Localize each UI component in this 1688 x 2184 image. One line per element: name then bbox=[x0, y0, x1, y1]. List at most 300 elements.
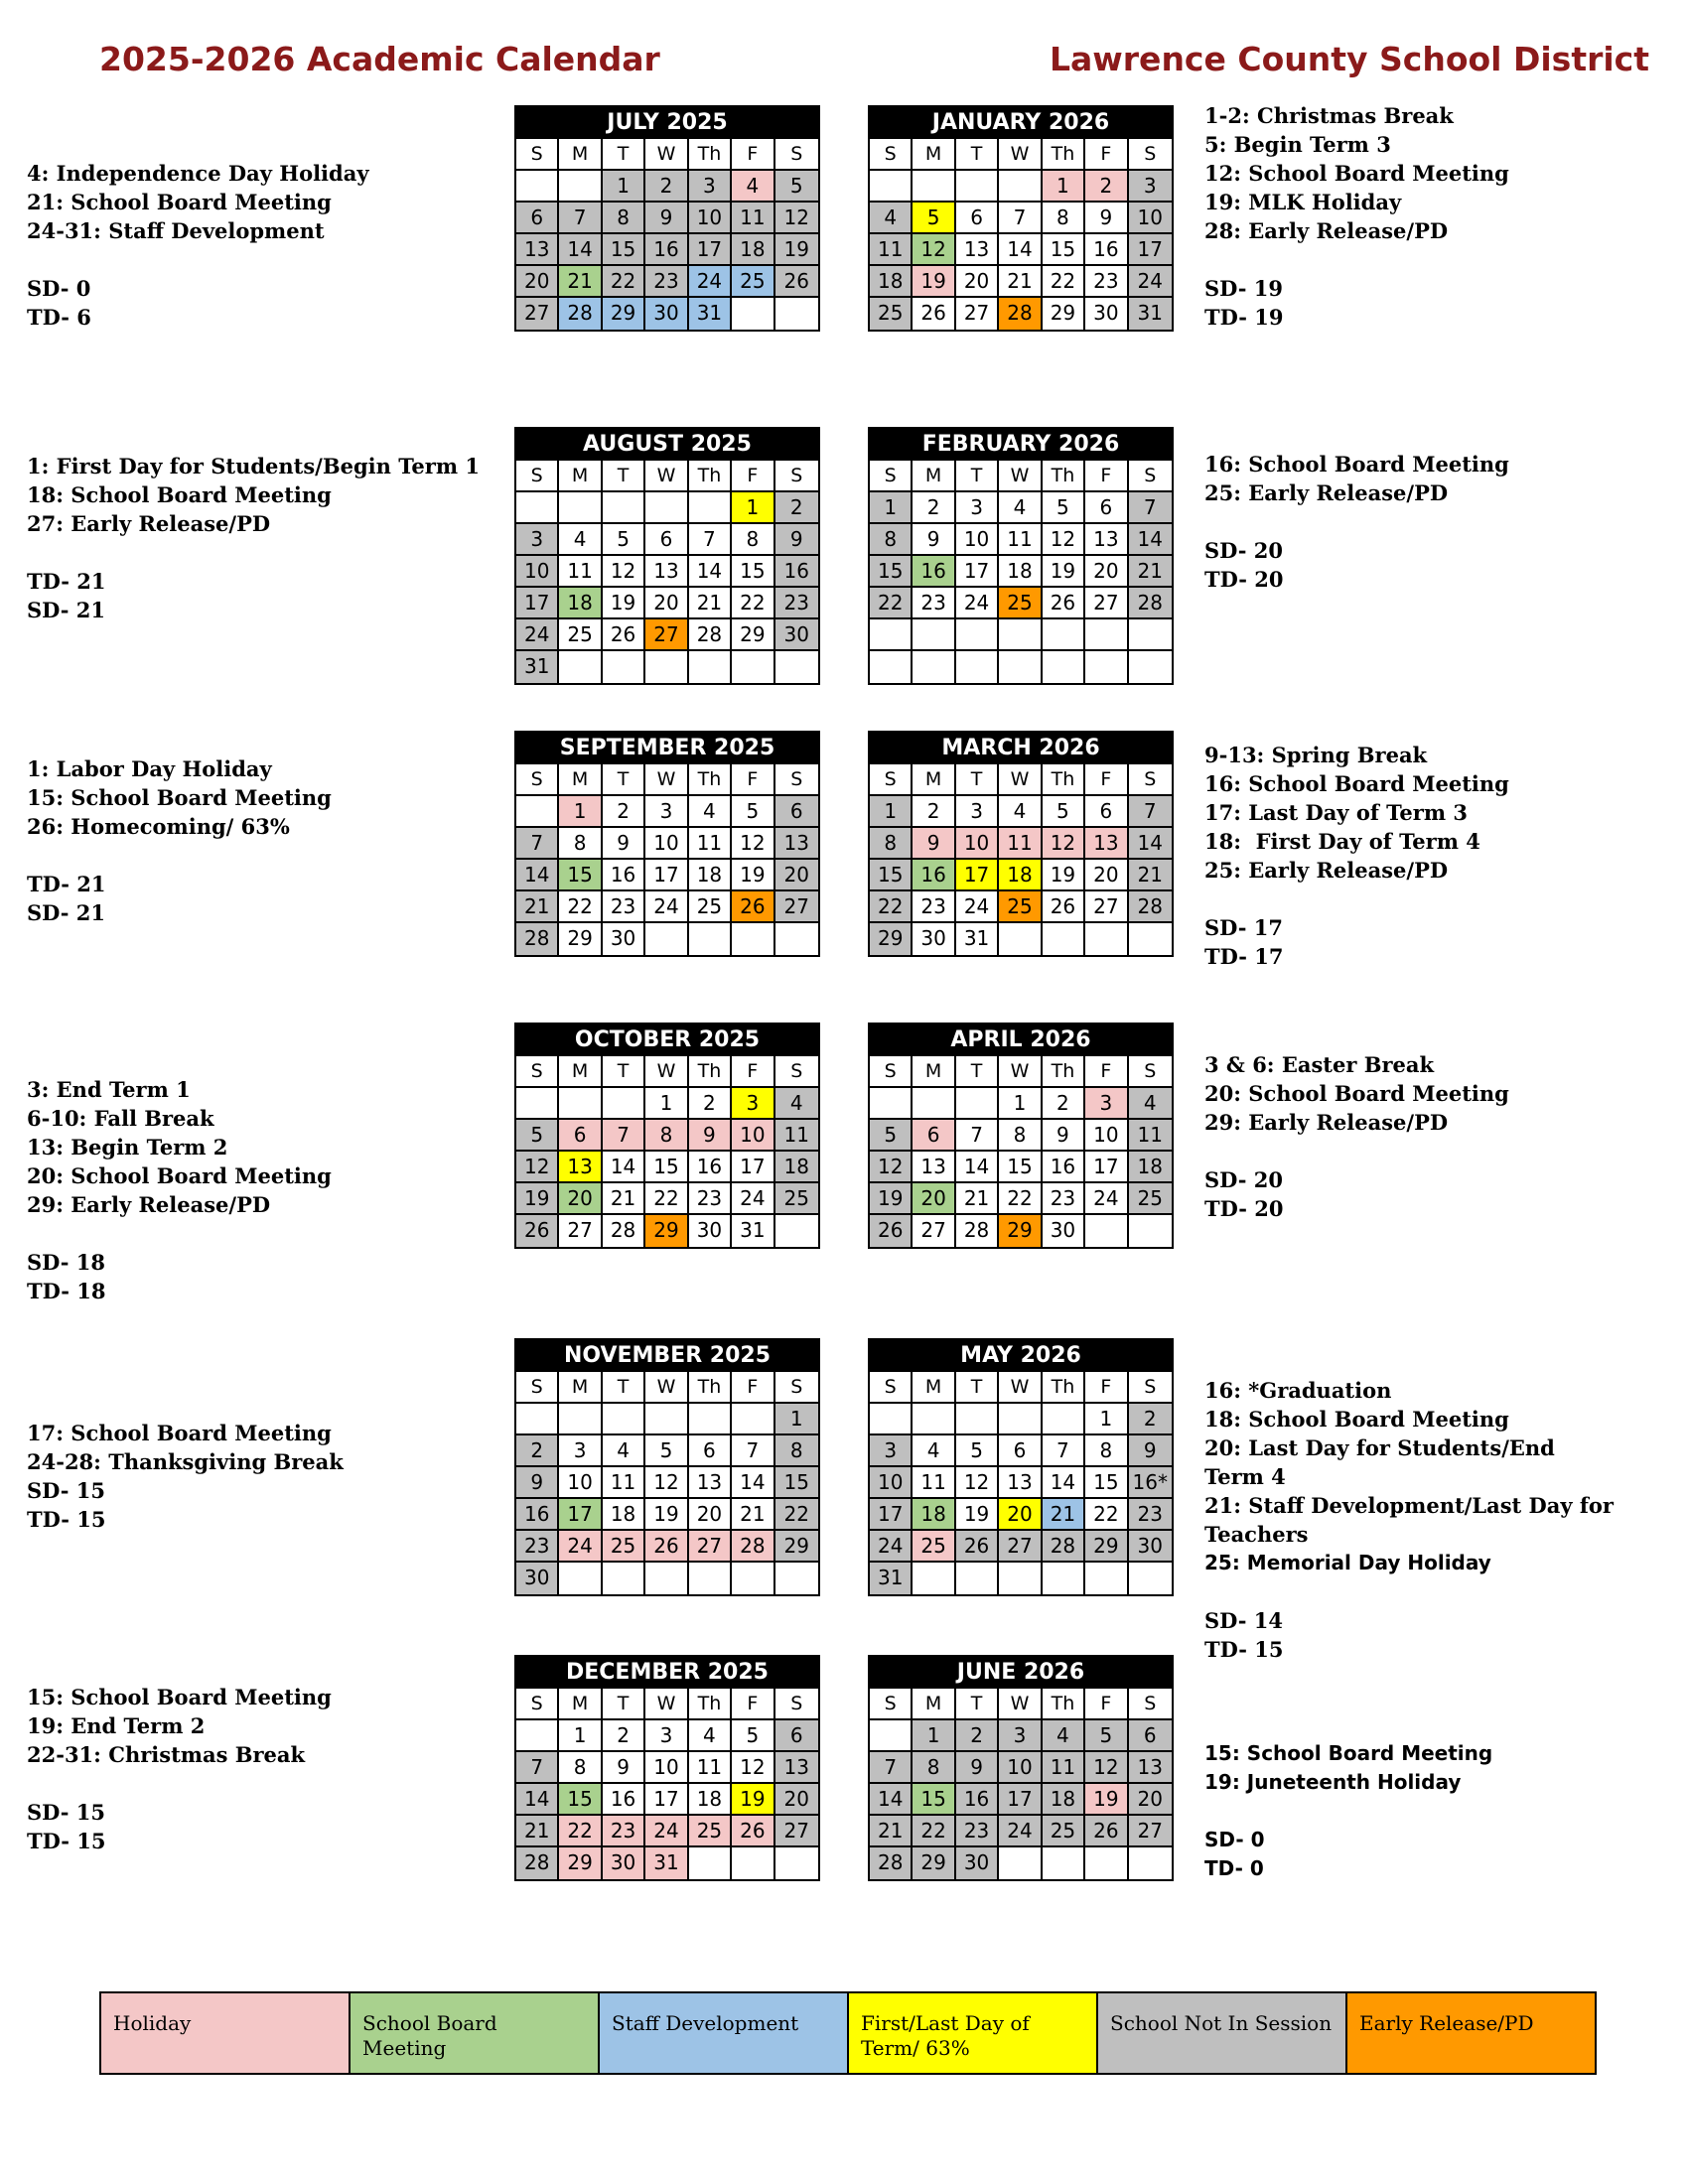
empty-day-cell bbox=[603, 1404, 645, 1435]
day-cell: 9 bbox=[775, 524, 818, 556]
empty-day-cell bbox=[645, 1404, 688, 1435]
empty-day-cell bbox=[1043, 1404, 1085, 1435]
day-cell: 23 bbox=[1129, 1499, 1172, 1531]
day-cell: 21 bbox=[603, 1183, 645, 1215]
day-cell: 16* bbox=[1129, 1467, 1172, 1499]
empty-day-cell bbox=[1085, 651, 1128, 683]
day-cell: 28 bbox=[1129, 588, 1172, 619]
day-cell: 22 bbox=[913, 1816, 955, 1847]
empty-day-cell bbox=[870, 1720, 913, 1752]
day-cell: 5 bbox=[603, 524, 645, 556]
day-cell: 3 bbox=[516, 524, 559, 556]
day-cell: 1 bbox=[775, 1404, 818, 1435]
note-line: 24-28: Thanksgiving Break bbox=[27, 1449, 344, 1474]
day-cell: 26 bbox=[1043, 891, 1085, 923]
weekday-header: W bbox=[999, 1689, 1042, 1720]
note-line bbox=[27, 1219, 332, 1248]
month-title: APRIL 2026 bbox=[870, 1024, 1172, 1056]
day-cell: 3 bbox=[645, 796, 688, 828]
day-cell: 20 bbox=[999, 1499, 1042, 1531]
day-cell: 8 bbox=[913, 1752, 955, 1784]
weekday-header: F bbox=[732, 1689, 774, 1720]
weekday-header: F bbox=[1085, 461, 1128, 492]
month-notes bbox=[27, 1075, 332, 1305]
day-cell: 24 bbox=[956, 588, 999, 619]
empty-day-cell bbox=[913, 1563, 955, 1594]
day-cell: 1 bbox=[1043, 171, 1085, 203]
day-cell: 14 bbox=[689, 556, 732, 588]
day-cell: 14 bbox=[1129, 524, 1172, 556]
day-cell: 7 bbox=[603, 1120, 645, 1152]
weekday-header: F bbox=[732, 139, 774, 171]
day-cell: 15 bbox=[870, 860, 913, 891]
day-cell: 5 bbox=[1043, 492, 1085, 524]
empty-day-cell bbox=[870, 1404, 913, 1435]
day-cell: 6 bbox=[775, 796, 818, 828]
day-cell: 3 bbox=[732, 1088, 774, 1120]
weekday-header: M bbox=[559, 461, 602, 492]
note-line: SD- 20 bbox=[1204, 1167, 1284, 1192]
day-cell: 25 bbox=[1043, 1816, 1085, 1847]
empty-day-cell bbox=[775, 1563, 818, 1594]
empty-day-cell bbox=[870, 619, 913, 651]
day-cell: 5 bbox=[732, 796, 774, 828]
day-cell: 22 bbox=[732, 588, 774, 619]
day-cell: 17 bbox=[1085, 1152, 1128, 1183]
day-cell: 12 bbox=[913, 234, 955, 266]
weekday-header: W bbox=[645, 764, 688, 796]
month-notes bbox=[1204, 1050, 1509, 1223]
day-cell: 8 bbox=[775, 1435, 818, 1467]
month-notes bbox=[27, 452, 480, 624]
day-cell: 5 bbox=[1085, 1720, 1128, 1752]
day-cell: 14 bbox=[1129, 828, 1172, 860]
day-cell: 11 bbox=[603, 1467, 645, 1499]
weekday-header: Th bbox=[1043, 139, 1085, 171]
note-line: SD- 0 bbox=[27, 276, 91, 301]
empty-day-cell bbox=[732, 1404, 774, 1435]
weekday-header: M bbox=[913, 139, 955, 171]
day-cell: 21 bbox=[559, 266, 602, 298]
note-line: Term 4 bbox=[1204, 1464, 1286, 1489]
day-cell: 6 bbox=[913, 1120, 955, 1152]
empty-day-cell bbox=[956, 619, 999, 651]
day-cell: 11 bbox=[775, 1120, 818, 1152]
day-cell: 3 bbox=[870, 1435, 913, 1467]
day-cell: 19 bbox=[1043, 556, 1085, 588]
day-cell: 18 bbox=[999, 556, 1042, 588]
note-line: TD- 6 bbox=[27, 305, 91, 330]
month-april-2026 bbox=[868, 1023, 1174, 1249]
empty-day-cell bbox=[689, 923, 732, 955]
day-cell: 11 bbox=[870, 234, 913, 266]
note-line: 22-31: Christmas Break bbox=[27, 1742, 306, 1767]
day-cell: 19 bbox=[516, 1183, 559, 1215]
month-september-2025 bbox=[514, 731, 820, 957]
day-cell: 26 bbox=[1043, 588, 1085, 619]
day-cell: 17 bbox=[956, 556, 999, 588]
day-cell: 12 bbox=[645, 1467, 688, 1499]
note-line: TD- 20 bbox=[1204, 567, 1284, 592]
day-cell: 17 bbox=[956, 860, 999, 891]
empty-day-cell bbox=[732, 923, 774, 955]
empty-day-cell bbox=[732, 1563, 774, 1594]
day-cell: 4 bbox=[1129, 1088, 1172, 1120]
empty-day-cell bbox=[559, 1088, 602, 1120]
day-cell: 21 bbox=[870, 1816, 913, 1847]
weekday-header: S bbox=[516, 139, 559, 171]
day-cell: 13 bbox=[689, 1467, 732, 1499]
note-line: Teachers bbox=[1204, 1522, 1309, 1547]
day-cell: 9 bbox=[913, 524, 955, 556]
empty-day-cell bbox=[1043, 923, 1085, 955]
weekday-header: S bbox=[870, 1372, 913, 1404]
day-cell: 12 bbox=[775, 203, 818, 234]
empty-day-cell bbox=[1129, 1847, 1172, 1879]
day-cell: 3 bbox=[1085, 1088, 1128, 1120]
day-cell: 10 bbox=[689, 203, 732, 234]
empty-day-cell bbox=[645, 1563, 688, 1594]
weekday-header: S bbox=[1129, 1689, 1172, 1720]
month-title: JANUARY 2026 bbox=[870, 107, 1172, 139]
empty-day-cell bbox=[956, 1563, 999, 1594]
day-cell: 16 bbox=[956, 1784, 999, 1816]
day-cell: 14 bbox=[516, 860, 559, 891]
day-cell: 18 bbox=[689, 860, 732, 891]
day-cell: 12 bbox=[1043, 828, 1085, 860]
month-may-2026 bbox=[868, 1338, 1174, 1596]
note-line: SD- 21 bbox=[27, 598, 106, 622]
day-cell: 6 bbox=[645, 524, 688, 556]
day-cell: 24 bbox=[689, 266, 732, 298]
empty-day-cell bbox=[1043, 1563, 1085, 1594]
weekday-header: S bbox=[775, 764, 818, 796]
month-title: JUNE 2026 bbox=[870, 1657, 1172, 1689]
day-cell: 29 bbox=[559, 1847, 602, 1879]
weekday-header: W bbox=[999, 139, 1042, 171]
day-cell: 6 bbox=[1085, 492, 1128, 524]
day-cell: 25 bbox=[689, 1816, 732, 1847]
note-line: 18: School Board Meeting bbox=[1204, 1407, 1509, 1432]
day-cell: 27 bbox=[775, 891, 818, 923]
day-cell: 28 bbox=[956, 1215, 999, 1247]
weekday-header: F bbox=[1085, 1056, 1128, 1088]
day-cell: 5 bbox=[956, 1435, 999, 1467]
weekday-header: T bbox=[956, 461, 999, 492]
empty-day-cell bbox=[689, 1563, 732, 1594]
note-line bbox=[27, 1769, 332, 1798]
weekday-header: M bbox=[913, 764, 955, 796]
day-cell: 31 bbox=[645, 1847, 688, 1879]
weekday-header: T bbox=[603, 1689, 645, 1720]
day-cell: 23 bbox=[603, 891, 645, 923]
day-cell: 8 bbox=[559, 1752, 602, 1784]
empty-day-cell bbox=[645, 492, 688, 524]
day-cell: 31 bbox=[870, 1563, 913, 1594]
day-cell: 18 bbox=[1129, 1152, 1172, 1183]
day-cell: 17 bbox=[645, 1784, 688, 1816]
day-cell: 16 bbox=[1085, 234, 1128, 266]
month-title: OCTOBER 2025 bbox=[516, 1024, 818, 1056]
day-cell: 11 bbox=[999, 828, 1042, 860]
day-cell: 9 bbox=[689, 1120, 732, 1152]
empty-day-cell bbox=[1043, 1847, 1085, 1879]
day-cell: 31 bbox=[732, 1215, 774, 1247]
month-title: AUGUST 2025 bbox=[516, 429, 818, 461]
day-cell: 28 bbox=[1043, 1531, 1085, 1563]
month-notes bbox=[1204, 450, 1509, 594]
empty-day-cell bbox=[999, 171, 1042, 203]
day-cell: 7 bbox=[732, 1435, 774, 1467]
day-cell: 11 bbox=[559, 556, 602, 588]
day-cell: 19 bbox=[732, 1784, 774, 1816]
empty-day-cell bbox=[913, 619, 955, 651]
day-cell: 16 bbox=[689, 1152, 732, 1183]
weekday-header: F bbox=[732, 1372, 774, 1404]
weekday-header: T bbox=[603, 1056, 645, 1088]
day-cell: 11 bbox=[689, 828, 732, 860]
day-cell: 26 bbox=[1085, 1816, 1128, 1847]
day-cell: 10 bbox=[870, 1467, 913, 1499]
note-line bbox=[1204, 885, 1509, 913]
day-cell: 30 bbox=[775, 619, 818, 651]
day-cell: 23 bbox=[603, 1816, 645, 1847]
empty-day-cell bbox=[516, 1088, 559, 1120]
weekday-header: F bbox=[732, 461, 774, 492]
note-line: 1: First Day for Students/Begin Term 1 bbox=[27, 454, 480, 478]
note-line: 17: Last Day of Term 3 bbox=[1204, 800, 1468, 825]
weekday-header: S bbox=[775, 1689, 818, 1720]
empty-day-cell bbox=[1085, 923, 1128, 955]
month-title: MARCH 2026 bbox=[870, 733, 1172, 764]
note-line: 16: School Board Meeting bbox=[1204, 452, 1509, 477]
day-cell: 26 bbox=[870, 1215, 913, 1247]
weekday-header: F bbox=[732, 764, 774, 796]
note-line: SD- 19 bbox=[1204, 276, 1284, 301]
day-cell: 4 bbox=[913, 1435, 955, 1467]
day-cell: 17 bbox=[732, 1152, 774, 1183]
day-cell: 12 bbox=[1043, 524, 1085, 556]
day-cell: 22 bbox=[1085, 1499, 1128, 1531]
day-cell: 7 bbox=[516, 1752, 559, 1784]
weekday-header: S bbox=[1129, 1056, 1172, 1088]
day-cell: 30 bbox=[1043, 1215, 1085, 1247]
day-cell: 20 bbox=[1129, 1784, 1172, 1816]
legend-holiday: Holiday bbox=[101, 1993, 351, 2073]
day-cell: 22 bbox=[559, 891, 602, 923]
note-line bbox=[1204, 1797, 1492, 1826]
note-line: 24-31: Staff Development bbox=[27, 218, 325, 243]
day-cell: 2 bbox=[689, 1088, 732, 1120]
day-cell: 2 bbox=[603, 796, 645, 828]
day-cell: 6 bbox=[999, 1435, 1042, 1467]
weekday-header: F bbox=[732, 1056, 774, 1088]
weekday-header: F bbox=[1085, 139, 1128, 171]
day-cell: 23 bbox=[689, 1183, 732, 1215]
empty-day-cell bbox=[1129, 619, 1172, 651]
empty-day-cell bbox=[559, 492, 602, 524]
day-cell: 17 bbox=[870, 1499, 913, 1531]
day-cell: 20 bbox=[775, 1784, 818, 1816]
day-cell: 29 bbox=[913, 1847, 955, 1879]
day-cell: 20 bbox=[559, 1183, 602, 1215]
day-cell: 4 bbox=[775, 1088, 818, 1120]
day-cell: 6 bbox=[775, 1720, 818, 1752]
day-cell: 5 bbox=[732, 1720, 774, 1752]
day-cell: 16 bbox=[1043, 1152, 1085, 1183]
day-cell: 9 bbox=[603, 1752, 645, 1784]
empty-day-cell bbox=[732, 1847, 774, 1879]
day-cell: 20 bbox=[645, 588, 688, 619]
note-line: 5: Begin Term 3 bbox=[1204, 132, 1391, 157]
weekday-header: T bbox=[603, 1372, 645, 1404]
empty-day-cell bbox=[870, 1088, 913, 1120]
month-title: MAY 2026 bbox=[870, 1340, 1172, 1372]
day-cell: 12 bbox=[1085, 1752, 1128, 1784]
day-cell: 21 bbox=[1129, 860, 1172, 891]
note-line bbox=[27, 538, 480, 567]
day-cell: 8 bbox=[870, 524, 913, 556]
month-notes bbox=[1204, 101, 1509, 332]
note-line: 17: School Board Meeting bbox=[27, 1421, 332, 1445]
note-line: SD- 0 bbox=[1204, 1828, 1265, 1851]
day-cell: 23 bbox=[913, 588, 955, 619]
day-cell: 10 bbox=[956, 828, 999, 860]
empty-day-cell bbox=[559, 1563, 602, 1594]
day-cell: 7 bbox=[1043, 1435, 1085, 1467]
weekday-header: S bbox=[516, 1372, 559, 1404]
weekday-header: S bbox=[516, 461, 559, 492]
empty-day-cell bbox=[999, 923, 1042, 955]
day-cell: 31 bbox=[956, 923, 999, 955]
day-cell: 27 bbox=[775, 1816, 818, 1847]
day-cell: 6 bbox=[689, 1435, 732, 1467]
day-cell: 21 bbox=[956, 1183, 999, 1215]
day-cell: 10 bbox=[1085, 1120, 1128, 1152]
empty-day-cell bbox=[956, 1088, 999, 1120]
day-cell: 3 bbox=[559, 1435, 602, 1467]
weekday-header: W bbox=[999, 1372, 1042, 1404]
weekday-header: Th bbox=[1043, 1372, 1085, 1404]
day-cell: 24 bbox=[999, 1816, 1042, 1847]
day-cell: 27 bbox=[689, 1531, 732, 1563]
empty-day-cell bbox=[956, 651, 999, 683]
note-line: TD- 15 bbox=[27, 1829, 106, 1853]
day-cell: 22 bbox=[645, 1183, 688, 1215]
note-line: TD- 21 bbox=[27, 569, 106, 594]
day-cell: 18 bbox=[999, 860, 1042, 891]
day-cell: 15 bbox=[603, 234, 645, 266]
month-august-2025 bbox=[514, 427, 820, 685]
note-line: 28: Early Release/PD bbox=[1204, 218, 1449, 243]
note-line: TD- 20 bbox=[1204, 1196, 1284, 1221]
day-cell: 4 bbox=[732, 171, 774, 203]
day-cell: 19 bbox=[1085, 1784, 1128, 1816]
weekday-header: W bbox=[645, 1372, 688, 1404]
day-cell: 5 bbox=[1043, 796, 1085, 828]
month-march-2026 bbox=[868, 731, 1174, 957]
month-title: NOVEMBER 2025 bbox=[516, 1340, 818, 1372]
day-cell: 23 bbox=[1085, 266, 1128, 298]
day-cell: 8 bbox=[1043, 203, 1085, 234]
day-cell: 13 bbox=[775, 1752, 818, 1784]
day-cell: 15 bbox=[913, 1784, 955, 1816]
day-cell: 29 bbox=[1043, 298, 1085, 330]
empty-day-cell bbox=[1085, 619, 1128, 651]
note-line bbox=[27, 245, 369, 274]
day-cell: 12 bbox=[732, 1752, 774, 1784]
empty-day-cell bbox=[603, 1088, 645, 1120]
weekday-header: M bbox=[913, 1056, 955, 1088]
day-cell: 26 bbox=[732, 1816, 774, 1847]
day-cell: 28 bbox=[689, 619, 732, 651]
weekday-header: S bbox=[775, 1372, 818, 1404]
note-line: 16: *Graduation bbox=[1204, 1378, 1392, 1403]
day-cell: 1 bbox=[999, 1088, 1042, 1120]
note-line bbox=[1204, 245, 1509, 274]
day-cell: 19 bbox=[956, 1499, 999, 1531]
day-cell: 27 bbox=[999, 1531, 1042, 1563]
day-cell: 7 bbox=[516, 828, 559, 860]
month-notes bbox=[27, 1419, 344, 1534]
weekday-header: F bbox=[1085, 1372, 1128, 1404]
day-cell: 25 bbox=[732, 266, 774, 298]
note-line: 25: Early Release/PD bbox=[1204, 480, 1449, 505]
day-cell: 20 bbox=[775, 860, 818, 891]
day-cell: 13 bbox=[645, 556, 688, 588]
month-december-2025 bbox=[514, 1655, 820, 1881]
day-cell: 9 bbox=[603, 828, 645, 860]
empty-day-cell bbox=[999, 619, 1042, 651]
weekday-header: S bbox=[1129, 461, 1172, 492]
day-cell: 2 bbox=[1129, 1404, 1172, 1435]
weekday-header: Th bbox=[1043, 764, 1085, 796]
empty-day-cell bbox=[603, 651, 645, 683]
weekday-header: M bbox=[913, 461, 955, 492]
note-line: 15: School Board Meeting bbox=[1204, 1741, 1493, 1765]
day-cell: 2 bbox=[913, 492, 955, 524]
day-cell: 11 bbox=[732, 203, 774, 234]
weekday-header: T bbox=[956, 1056, 999, 1088]
weekday-header: W bbox=[645, 1689, 688, 1720]
day-cell: 21 bbox=[1129, 556, 1172, 588]
note-line: 20: School Board Meeting bbox=[1204, 1081, 1509, 1106]
weekday-header: Th bbox=[689, 1689, 732, 1720]
weekday-header: S bbox=[870, 461, 913, 492]
day-cell: 10 bbox=[1129, 203, 1172, 234]
day-cell: 20 bbox=[1085, 556, 1128, 588]
weekday-header: T bbox=[603, 764, 645, 796]
day-cell: 1 bbox=[870, 492, 913, 524]
day-cell: 29 bbox=[999, 1215, 1042, 1247]
day-cell: 5 bbox=[870, 1120, 913, 1152]
day-cell: 13 bbox=[1129, 1752, 1172, 1784]
note-line: 25: Early Release/PD bbox=[1204, 858, 1449, 883]
day-cell: 2 bbox=[516, 1435, 559, 1467]
day-cell: 18 bbox=[559, 588, 602, 619]
day-cell: 29 bbox=[559, 923, 602, 955]
weekday-header: M bbox=[559, 1689, 602, 1720]
day-cell: 7 bbox=[1129, 492, 1172, 524]
day-cell: 27 bbox=[1085, 588, 1128, 619]
day-cell: 15 bbox=[1085, 1467, 1128, 1499]
day-cell: 3 bbox=[956, 796, 999, 828]
day-cell: 18 bbox=[870, 266, 913, 298]
note-line: 29: Early Release/PD bbox=[27, 1192, 271, 1217]
day-cell: 14 bbox=[603, 1152, 645, 1183]
day-cell: 25 bbox=[870, 298, 913, 330]
month-notes bbox=[1204, 741, 1509, 971]
